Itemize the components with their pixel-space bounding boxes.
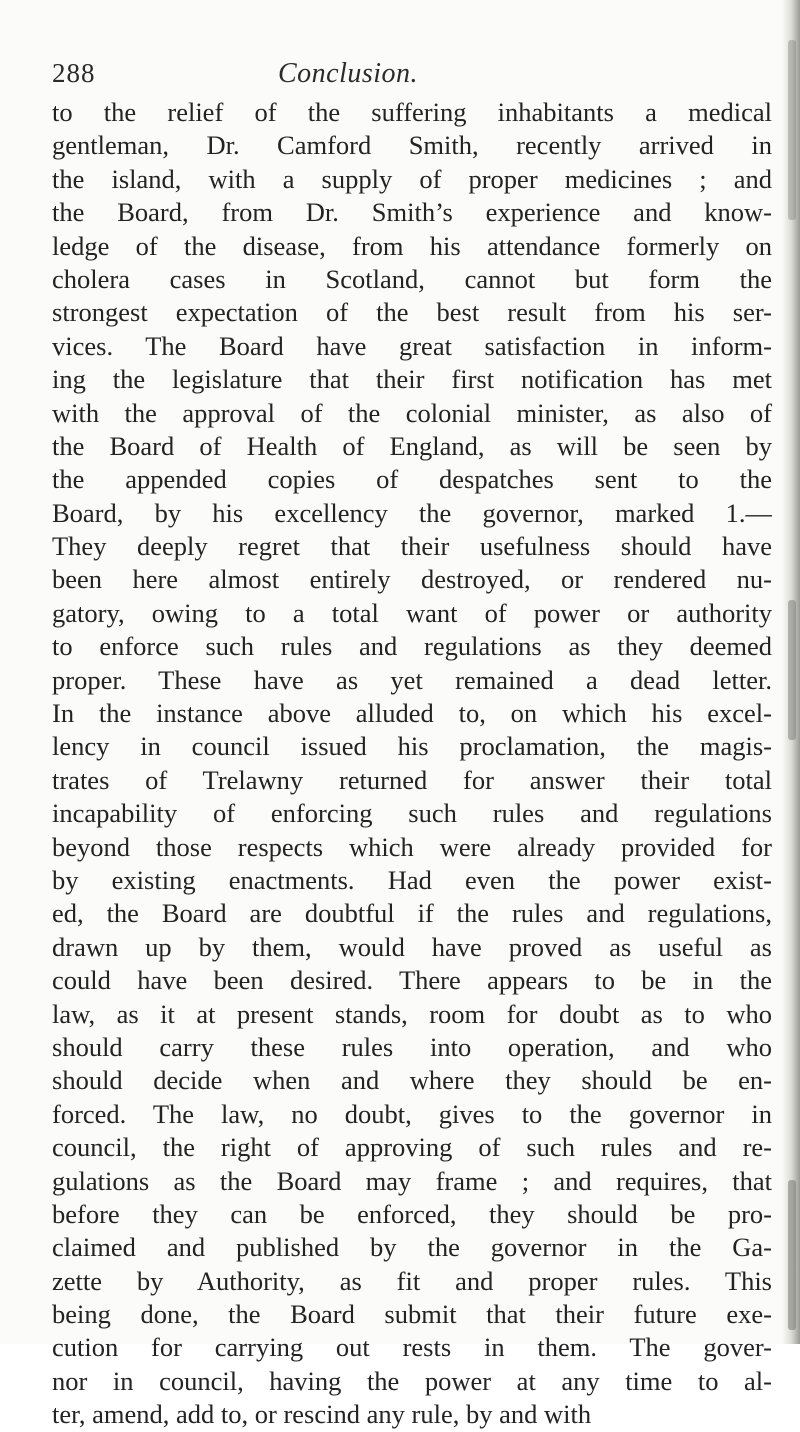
text-line: zette by Authority, as fit and proper rules. This: [52, 1265, 772, 1296]
text-line: before they can be enforced, they should be pro-: [52, 1198, 772, 1229]
text-line: gulations as the Board may frame ; and requires, that: [52, 1165, 772, 1196]
text-line: forced. The law, no doubt, gives to the governor in: [52, 1098, 772, 1129]
text-line: with the approval of the colonial minister, as also of: [52, 397, 772, 428]
text-line: the appended copies of despatches sent to the: [52, 464, 772, 495]
text-line: lency in council issued his proclamation, the magis-: [52, 731, 772, 762]
page-edge-mark: [788, 1180, 796, 1330]
text-line: the Board of Health of England, as will be seen by: [52, 430, 772, 461]
text-line: council, the right of approving of such rules and re-: [52, 1132, 772, 1163]
text-line: to the relief of the suffering inhabitants a medical: [52, 97, 772, 127]
text-line: claimed and published by the governor in the Ga-: [52, 1232, 772, 1263]
text-line: been here almost entirely destroyed, or rendered nu-: [52, 564, 772, 595]
body-text: [52, 96, 772, 1432]
text-line: should carry these rules into operation, and who: [52, 1031, 772, 1062]
text-line: In the instance above alluded to, on which his excel-: [52, 698, 772, 729]
text-line: should decide when and where they should be en-: [52, 1065, 772, 1096]
text-line: proper. These have as yet remained a dead letter.: [52, 664, 772, 695]
running-head: Conclusion.: [278, 58, 419, 89]
text-line: ter, amend, add to, or rescind any rule, by and with: [52, 1399, 592, 1430]
text-line: cution for carrying out rests in them. The gover-: [52, 1332, 772, 1363]
text-line: cholera cases in Scotland, cannot but form the: [52, 263, 772, 294]
text-line: ed, the Board are doubtful if the rules and regulations,: [52, 898, 772, 929]
text-line: ledge of the disease, from his attendance formerly on: [52, 230, 772, 261]
page-edge-mark: [788, 600, 796, 740]
text-line: Board, by his excellency the governor, marked 1.—: [52, 497, 772, 528]
text-line: the Board, from Dr. Smith’s experience and know-: [52, 197, 772, 228]
page-number: 288: [52, 58, 96, 88]
text-line: vices. The Board have great satisfaction in inform-: [52, 330, 772, 361]
text-line: ing the legislature that their first notification has met: [52, 364, 772, 395]
text-line: by existing enactments. Had even the power exist-: [52, 864, 772, 895]
text-line: the island, with a supply of proper medicines ; and: [52, 163, 772, 194]
page-header: [52, 58, 652, 98]
text-line: incapability of enforcing such rules and regulations: [52, 798, 772, 829]
text-line: to enforce such rules and regulations as they deemed: [52, 631, 772, 662]
text-line: could have been desired. There appears to be in the: [52, 965, 772, 996]
text-line: gentleman, Dr. Camford Smith, recently arrived in: [52, 130, 772, 161]
text-line: beyond those respects which were already provided for: [52, 831, 772, 862]
text-line: drawn up by them, would have proved as useful as: [52, 931, 772, 962]
page-edge-mark: [788, 40, 796, 220]
page-edge-shadow: [782, 0, 800, 1344]
text-line: law, as it at present stands, room for doubt as to who: [52, 998, 772, 1029]
text-line: being done, the Board submit that their future exe-: [52, 1299, 772, 1330]
text-line: gatory, owing to a total want of power or authority: [52, 597, 772, 628]
text-line: trates of Trelawny returned for answer their total: [52, 764, 772, 795]
text-line: strongest expectation of the best result from his ser-: [52, 297, 772, 328]
text-line: They deeply regret that their usefulness should have: [52, 531, 772, 562]
text-line: nor in council, having the power at any time to al-: [52, 1365, 772, 1396]
